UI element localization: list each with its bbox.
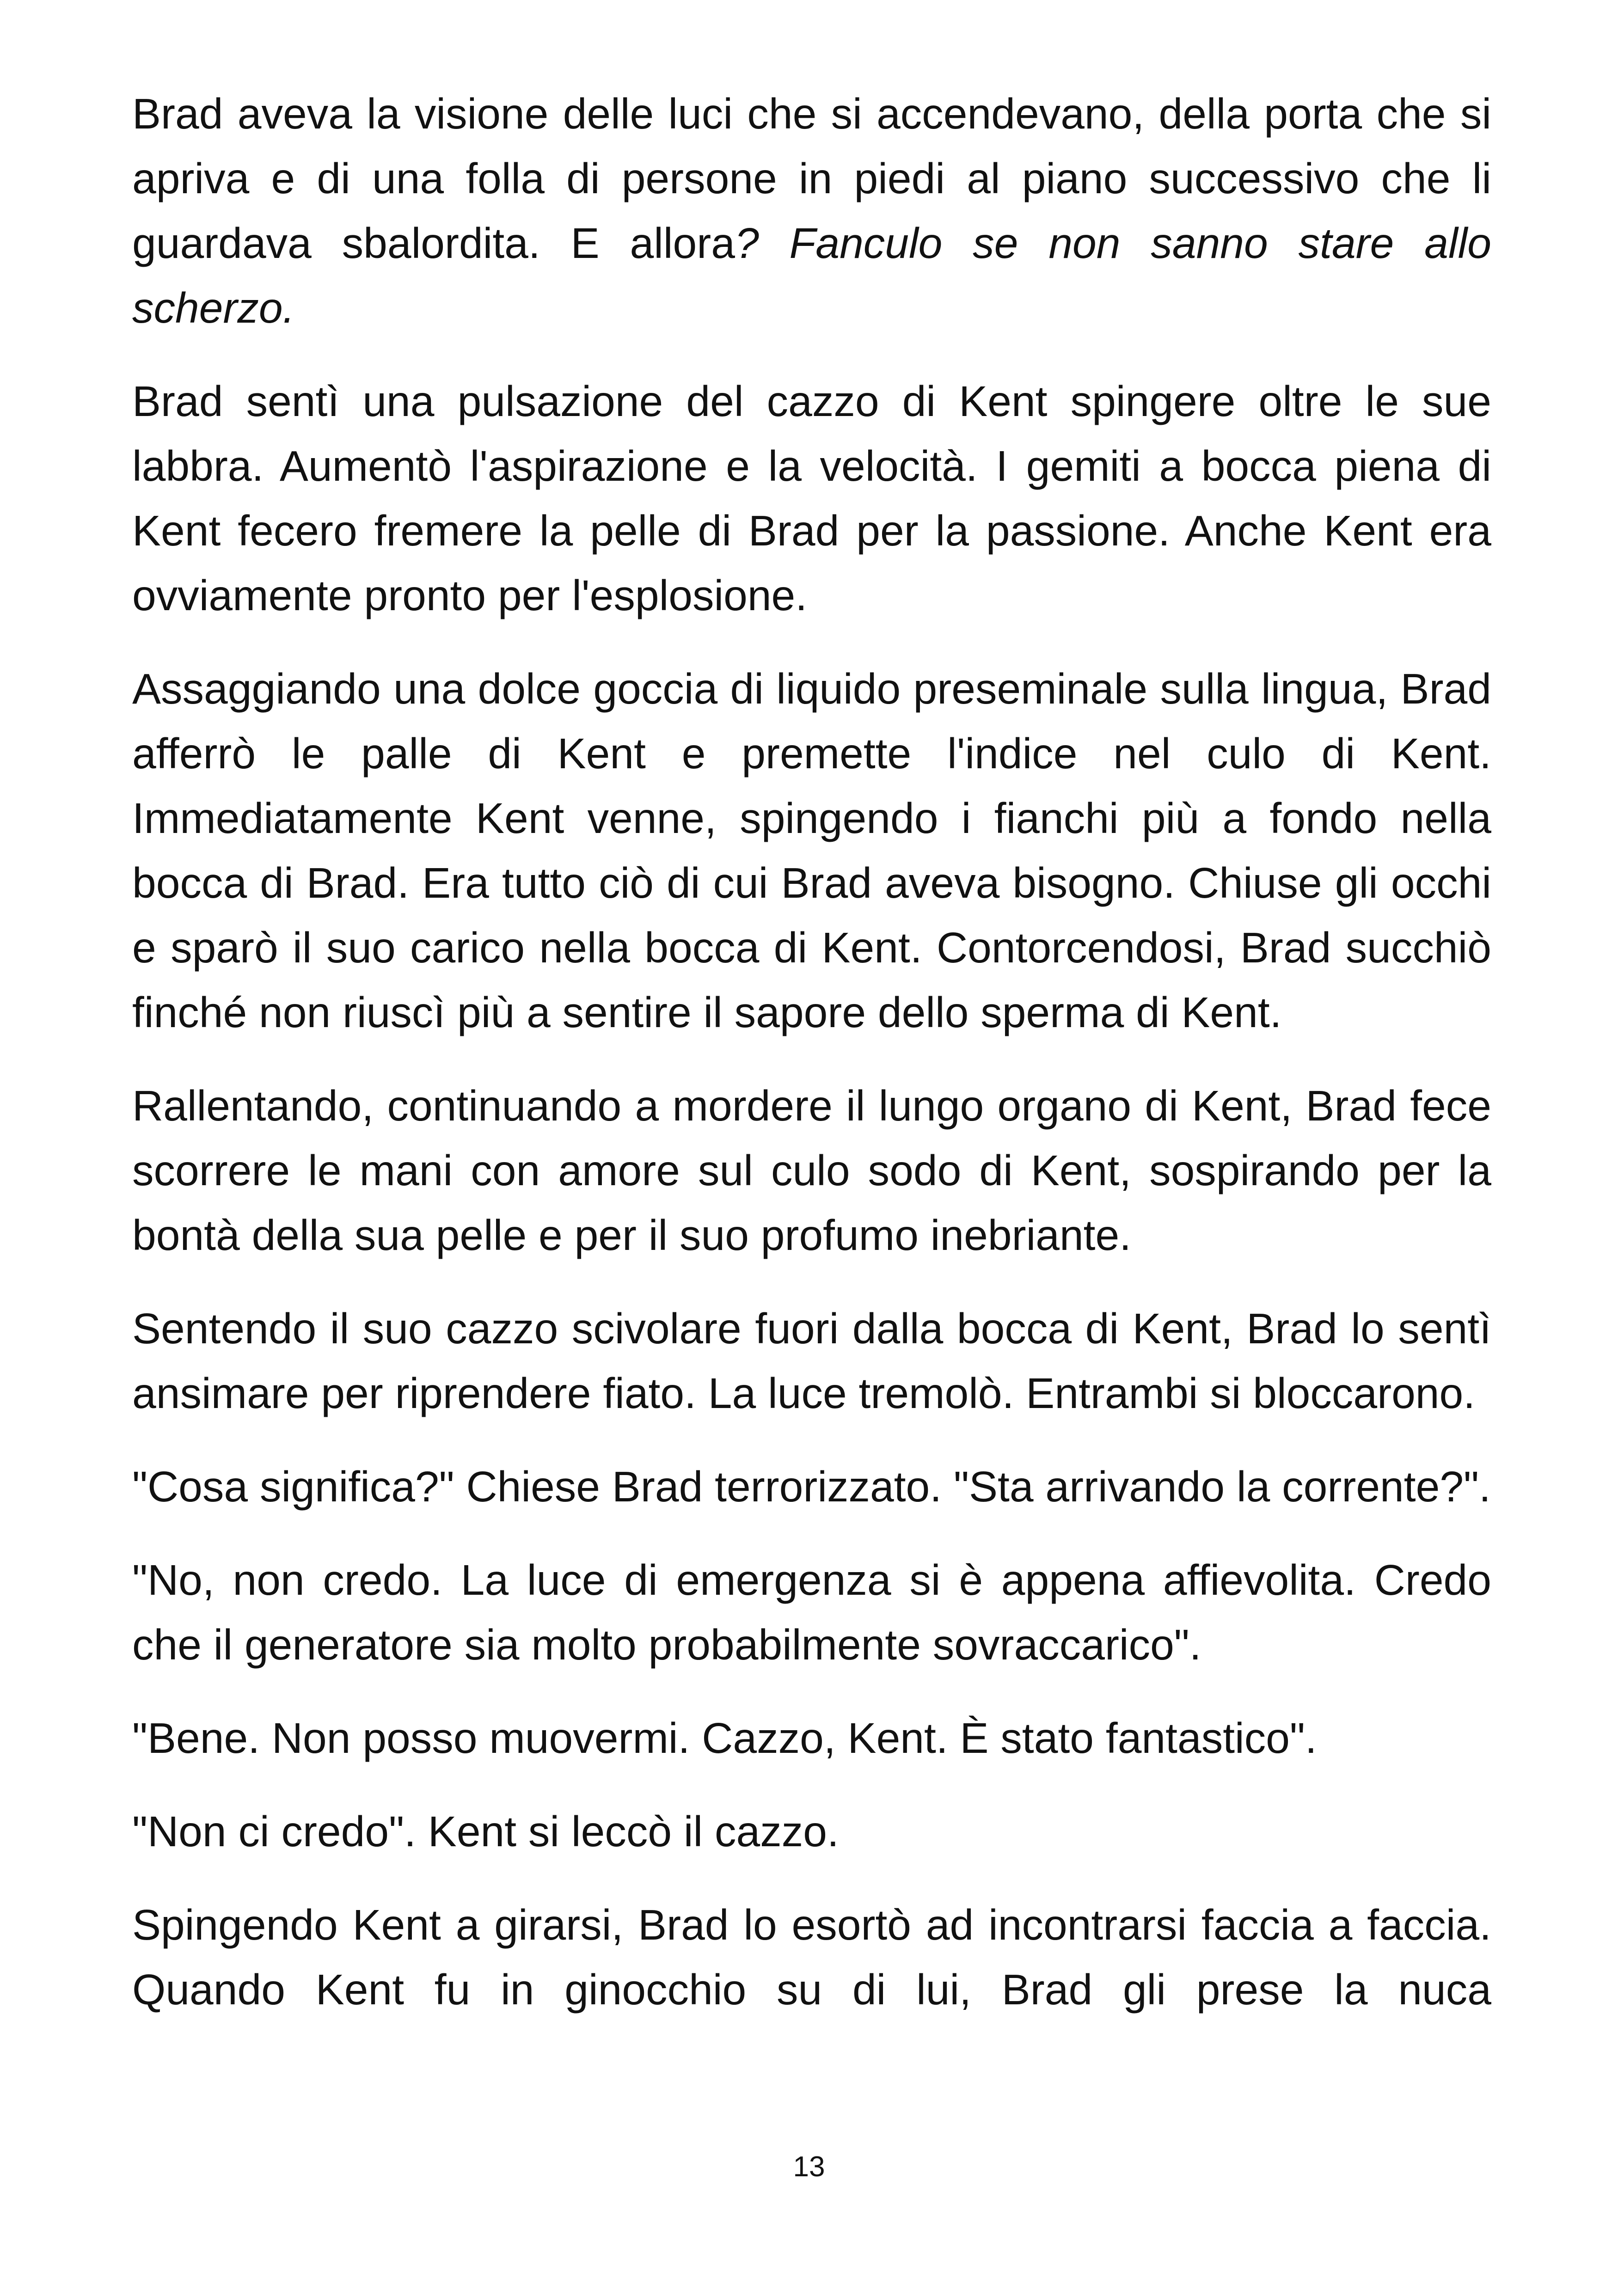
paragraph-5: Sentendo il suo cazzo scivolare fuori dalla bocca di Kent, Brad lo sentì ansimare per riprendere fiato. La luce tremolò. Entrambi si bloccarono. (132, 1304, 1491, 1417)
paragraph-6: "Cosa significa?" Chiese Brad terrorizzato. "Sta arrivando la corrente?". (132, 1463, 1491, 1511)
paragraph-1-italic: ? Fanculo se non sanno stare allo scherzo. (132, 219, 1491, 332)
paragraph-1 (132, 81, 1491, 340)
paragraph-3: Assaggiando una dolce goccia di liquido preseminale sulla lingua, Brad afferrò le palle di Kent e premette l'indice nel culo di Kent. Immediatamente Kent venne, spingendo i fianchi più a fondo nella bocca di Brad. Era tutto ciò di cui Brad aveva bisogno. Chiuse gli occhi e sparò il suo carico nella bocca di Kent. Contorcendosi, Brad succhiò finché non riuscì più a sentire il sapore dello sperma di Kent. (132, 665, 1491, 1036)
page-number: 13 (793, 2151, 825, 2183)
paragraph-1-text: Brad aveva la visione delle luci che si accendevano, della porta che si apriva e di una folla di persone in piedi al piano successivo che li guardava sbalordita. E allora (132, 90, 1491, 267)
paragraph-4: Rallentando, continuando a mordere il lungo organo di Kent, Brad fece scorrere le mani con amore sul culo sodo di Kent, sospirando per la bontà della sua pelle e per il suo profumo inebriante. (132, 1082, 1491, 1259)
paragraph-8: "Bene. Non posso muovermi. Cazzo, Kent. È stato fantastico". (132, 1714, 1317, 1762)
paragraph-9: "Non ci credo". Kent si leccò il cazzo. (132, 1807, 839, 1855)
paragraph-2: Brad sentì una pulsazione del cazzo di Kent spingere oltre le sue labbra. Aumentò l'aspirazione e la velocità. I gemiti a bocca piena di Kent fecero fremere la pelle di Brad per la passione. Anche Kent era ovviamente pronto per l'esplosione. (132, 377, 1491, 619)
paragraph-10: Spingendo Kent a girarsi, Brad lo esortò ad incontrarsi faccia a faccia. Quando Kent fu in ginocchio su di lui, Brad gli prese la nuca (132, 1901, 1491, 2014)
paragraph-7: "No, non credo. La luce di emergenza si è appena affievolita. Credo che il generatore sia molto probabilmente sovraccarico". (132, 1556, 1491, 1669)
body-text (132, 81, 1491, 2022)
